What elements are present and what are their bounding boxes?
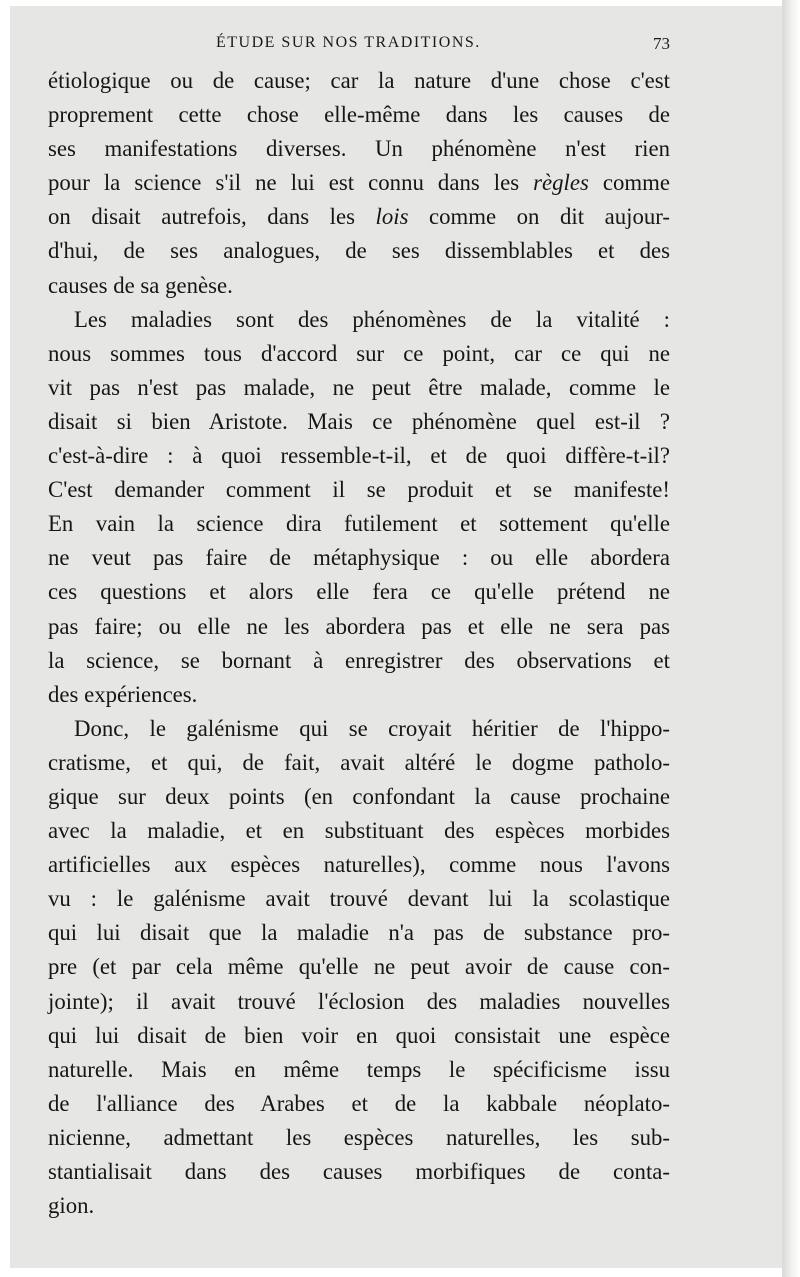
text-line: jointe); il avait trouvé l'éclosion des maladies nouvelles — [48, 988, 670, 1014]
text-line: disait si bien Aristote. Mais ce phénomène quel est-il ? — [48, 408, 670, 434]
text-line: causes de sa genèse. — [48, 272, 233, 298]
text-line: nicienne, admettant les espèces naturelles, les sub- — [48, 1124, 670, 1150]
text-line: C'est demander comment il se produit et se manifeste! — [48, 477, 670, 503]
text-line: ces questions et alors elle fera ce qu'elle prétend ne — [48, 579, 670, 605]
text-line: d'hui, de ses analogues, de ses dissemblables et des — [48, 238, 670, 264]
text-line: qui lui disait que la maladie n'a pas de substance pro- — [48, 920, 670, 946]
text-line: gion. — [48, 1193, 95, 1219]
running-title: ÉTUDE SUR NOS TRADITIONS. — [216, 34, 481, 51]
text-line: nous sommes tous d'accord sur ce point, car ce qui ne — [48, 340, 670, 366]
text-line: pre (et par cela même qu'elle ne peut avoir de cause con- — [48, 954, 670, 980]
page-edge — [782, 0, 800, 1277]
text-line: naturelle. Mais en même temps le spécificisme issu — [48, 1056, 670, 1082]
text-line: artificielles aux espèces naturelles), comme nous l'avons — [48, 852, 670, 878]
text-line: on disait autrefois, dans les lois comme on dit aujour- — [48, 204, 670, 230]
body-text — [48, 64, 670, 1223]
text-line: ne veut pas faire de métaphysique : ou elle abordera — [48, 545, 670, 571]
text-line: étiologique ou de cause; car la nature d'une chose c'est — [48, 68, 670, 93]
text-line: vit pas n'est pas malade, ne peut être malade, comme le — [48, 374, 670, 400]
text-line: c'est-à-dire : à quoi ressemble-t-il, et de quoi diffère-t-il? — [48, 443, 670, 469]
text-line: En vain la science dira futilement et sottement qu'elle — [48, 511, 670, 537]
text-line: vu : le galénisme avait trouvé devant lui la scolastique — [48, 886, 670, 912]
text-line: qui lui disait de bien voir en quoi consistait une espèce — [48, 1022, 670, 1048]
emphasis-text: lois — [375, 204, 409, 230]
text-line: ses manifestations diverses. Un phénomène n'est rien — [48, 136, 670, 162]
page-number: 73 — [653, 34, 670, 53]
text-line: pour la science s'il ne lui est connu dans les règles comme — [48, 170, 670, 196]
text-line: gique sur deux points (en confondant la cause prochaine — [48, 783, 670, 809]
text-line: de l'alliance des Arabes et de la kabbale néoplato- — [48, 1090, 670, 1116]
text-line: cratisme, et qui, de fait, avait altéré le dogme patholo- — [48, 749, 670, 775]
text-line: Les maladies sont des phénomènes de la vitalité : — [74, 306, 670, 332]
text-line: avec la maladie, et en substituant des espèces morbides — [48, 818, 670, 844]
emphasis-text: règles — [533, 170, 589, 196]
text-line: pas faire; ou elle ne les abordera pas et elle ne sera pas — [48, 613, 670, 639]
text-line: la science, se bornant à enregistrer des observations et — [48, 647, 670, 673]
text-line: des expériences. — [48, 681, 198, 707]
text-line: proprement cette chose elle-même dans les causes de — [48, 102, 670, 128]
text-line: Donc, le galénisme qui se croyait héritier de l'hippo- — [74, 715, 670, 741]
page-header — [48, 34, 670, 58]
text-line: stantialisait dans des causes morbifiques de conta- — [48, 1159, 670, 1184]
